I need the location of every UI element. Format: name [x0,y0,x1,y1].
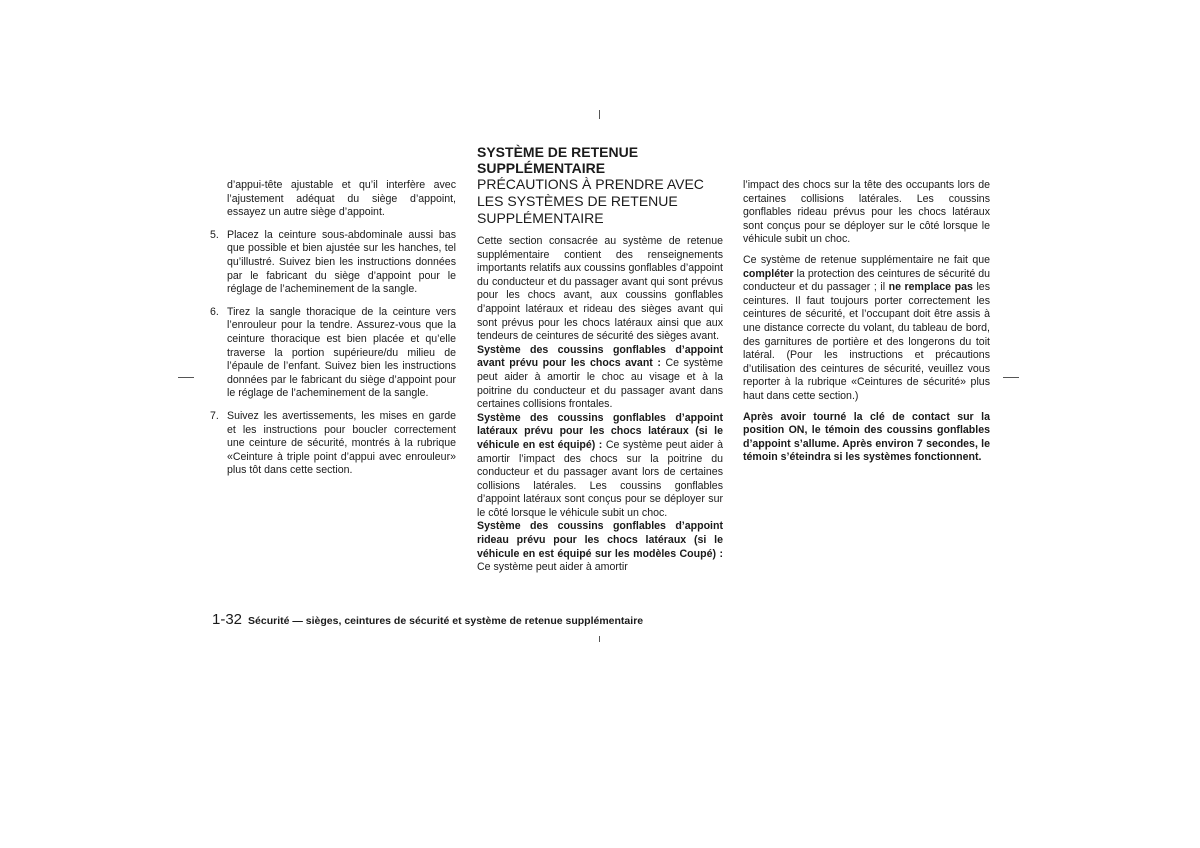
curtain-airbag-paragraph [477,520,723,574]
list-item-text: Suivez les avertissements, les mises en garde et les instructions pour boucler correctement une ceinture de sécurité, montrés à la rubrique «Ceinture à triple point d’appui avec enrouleur» plus tôt dans cette section. [227,409,456,477]
list-item [210,229,456,297]
instruction-list [210,229,456,478]
crop-mark-left [178,377,194,378]
section-subheading: PRÉCAUTIONS À PRENDRE AVEC LES SYSTÈMES DE RETENUE SUPPLÉMENTAIRE [477,176,704,226]
supplement-bold-not-replace: ne remplace pas [888,281,973,294]
column-middle [477,144,723,575]
side-airbag-text: Ce système peut aider à amortir l’impact des chocs sur la poitrine du conducteur et du passager avant lors de certaines collisions latérales. Les coussins gonflables d’appoint latéraux sont conçus pour se déployer sur le côté lorsque le véhicule subit un choc. [477,438,723,519]
side-airbag-label: Système des coussins gonflables d’appoint latéraux prévu pour les chocs latéraux (si le véhicule en est équipé) : [477,411,723,451]
column-left [210,179,456,478]
supplement-paragraph [743,254,990,404]
front-airbag-label: Système des coussins gonflables d’appoint avant prévu pour les chocs avant : [477,343,723,370]
front-airbag-paragraph [477,344,723,412]
supplement-text-a: Ce système de retenue supplémentaire ne fait que [743,253,990,266]
page-number: 1-32 [212,611,243,628]
section-heading: SYSTÈME DE RETENUE SUPPLÉMENTAIRE [477,144,639,176]
continued-paragraph: d’appui-tête ajustable et qu’il interfère avec l’ajustement adéquat du siège d’appoint, essayez un autre siège d’appoint. [227,179,456,219]
warning-light-paragraph [743,411,990,465]
list-item [210,410,456,478]
curtain-airbag-text: Ce système peut aider à amortir [477,561,628,574]
curtain-airbag-label: Système des coussins gonflables d’appoint rideau prévu pour les chocs latéraux (si le véhicule en est équipé sur les modèles Coupé) : [477,520,723,560]
list-item-number: 6. [210,305,219,318]
page-footer [212,611,643,629]
crop-mark-bottom [599,636,600,642]
front-airbag-text: Ce système peut aider à amortir le choc au visage et à la poitrine du conducteur et du passager avant dans certaines collisions frontales. [477,357,724,411]
list-item-text: Placez la ceinture sous-abdominale aussi bas que possible et bien ajustée sur les hanches, tel qu’illustré. Suivez bien les instructions données par le fabricant du siège d’appoint pour le réglage de l’acheminement de la sangle. [227,228,456,296]
column-right [743,179,990,465]
crop-mark-top [599,110,600,119]
intro-paragraph: Cette section consacrée au système de retenue supplémentaire contient des renseignements importants relatifs aux coussins gonflables d’appoint du conducteur et du passager avant qui sont prévus pour les chocs avant, aux coussins gonflables d’appoint latéraux et rideau des sièges avant qui sont prévus pour les chocs latéraux ainsi que aux tendeurs de ceintures de sécurité des sièges avant. [477,235,723,343]
supplement-text-b: la protection des ceintures de sécurité du conducteur et du passager ; il [743,267,990,294]
crop-mark-right [1003,377,1019,378]
list-item-text: Tirez la sangle thoracique de la ceinture vers l’enrouleur pour la tendre. Assurez-vous que la ceinture thoracique est bien placée et qu’elle traverse la portion supérieure/du milieu de l’épaule de l’enfant. Suivez bien les instructions données par le fabricant du siège d’appoint pour le réglage de l’acheminement de la sangle. [227,305,456,400]
warning-light-text: Après avoir tourné la clé de contact sur la position ON, le témoin des coussins gonflables d’appoint s’allume. Après environ 7 secondes, le témoin s’éteindra si les systèmes fonctionnent. [743,410,990,464]
footer-title: Sécurité — sièges, ceintures de sécurité et système de retenue supplémentaire [248,615,644,627]
supplement-text-c: les ceintures. Il faut toujours porter correctement les ceintures de sécurité, et l’occupant doit être assis à une distance correcte du volant, du tableau de bord, des garnitures de portière et des longerons du toit latéral. (Pour les instructions et précautions d’utilisation des ceintures de sécurité, veuillez vous reporter à la rubrique «Ceintures de sécurité» plus haut dans cette section.) [743,281,990,402]
list-item-number: 5. [210,228,219,241]
curtain-continued-paragraph: l’impact des chocs sur la tête des occupants lors de certaines collisions latérales. Les coussins gonflables rideau prévus pour les chocs latéraux sont conçus pour se déployer sur le côté lorsque le véhicule subit un choc. [743,179,990,246]
supplement-bold-complete: compléter [743,267,794,280]
list-item-number: 7. [210,409,219,422]
side-airbag-paragraph [477,412,723,521]
list-item [210,306,456,401]
